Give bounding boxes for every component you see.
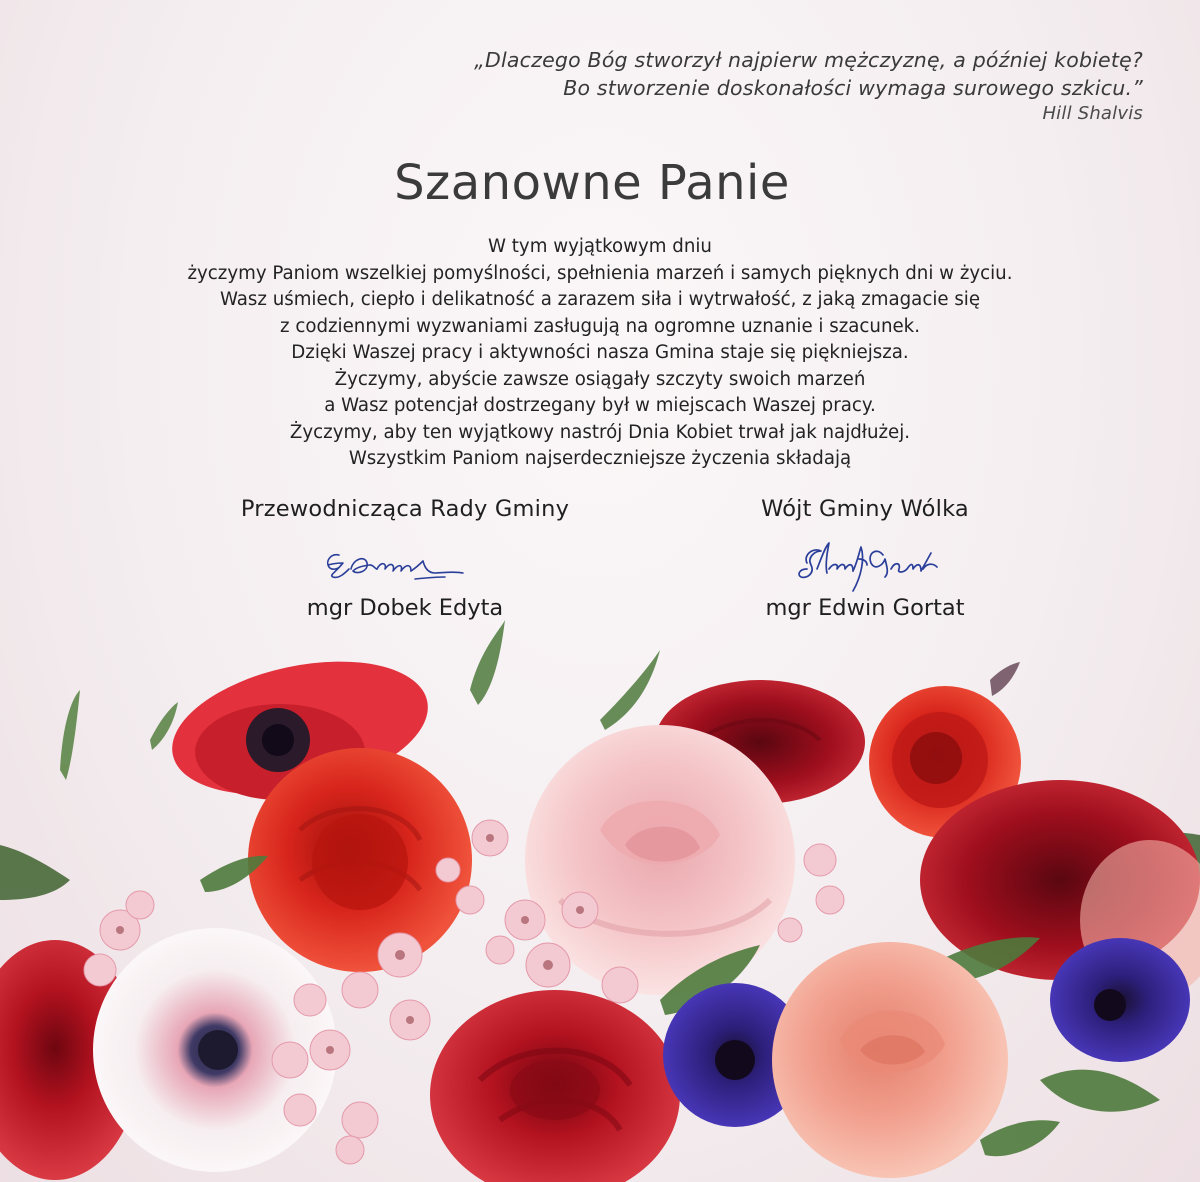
body-line: Życzymy, abyście zawsze osiągały szczyty swoich marzeń xyxy=(334,368,866,390)
handwritten-signature-icon xyxy=(755,533,975,595)
quote-line: „Dlaczego Bóg stworzył najpierw mężczyznę, a później kobietę? xyxy=(474,48,1143,72)
quote-author: Hill Shalvis xyxy=(1042,103,1143,124)
body-line: W tym wyjątkowym dniu xyxy=(488,236,712,257)
body-line: z codziennymi wyzwaniami zasługują na ogromne uznanie i szacunek. xyxy=(280,315,920,337)
flower-bouquet-image xyxy=(0,600,1200,1182)
body-line: Dzięki Waszej pracy i aktywności nasza Gmina staje się piękniejsza. xyxy=(291,342,909,363)
handwritten-signature-icon xyxy=(295,533,515,595)
signatory-role: Wójt Gminy Wólka xyxy=(761,496,969,522)
signatory-name: mgr Dobek Edyta xyxy=(306,595,504,621)
body-line: życzymy Paniom wszelkiej pomyślności, spełnienia marzeń i samych pięknych dni w życiu. xyxy=(187,262,1013,284)
body-line: Wszystkim Paniom najserdeczniejsze życzenia składają xyxy=(348,448,852,469)
signatory-name: mgr Edwin Gortat xyxy=(765,595,965,621)
body-line: Życzymy, aby ten wyjątkowy nastrój Dnia Kobiet trwał jak najdłużej. xyxy=(289,421,911,443)
quote xyxy=(383,46,1143,126)
signatory-role: Przewodnicząca Rady Gminy xyxy=(240,496,570,522)
page-title: Szanowne Panie xyxy=(394,155,790,211)
quote-line: Bo stworzenie doskonałości wymaga surowego szkicu.” xyxy=(563,76,1143,100)
body-line: a Wasz potencjał dostrzegany był w miejscach Waszej pracy. xyxy=(324,395,876,416)
body-line: Wasz uśmiech, ciepło i delikatność a zarazem siła i wytrwałość, z jaką zmagacie się xyxy=(219,289,981,310)
greeting-body xyxy=(0,234,1200,473)
